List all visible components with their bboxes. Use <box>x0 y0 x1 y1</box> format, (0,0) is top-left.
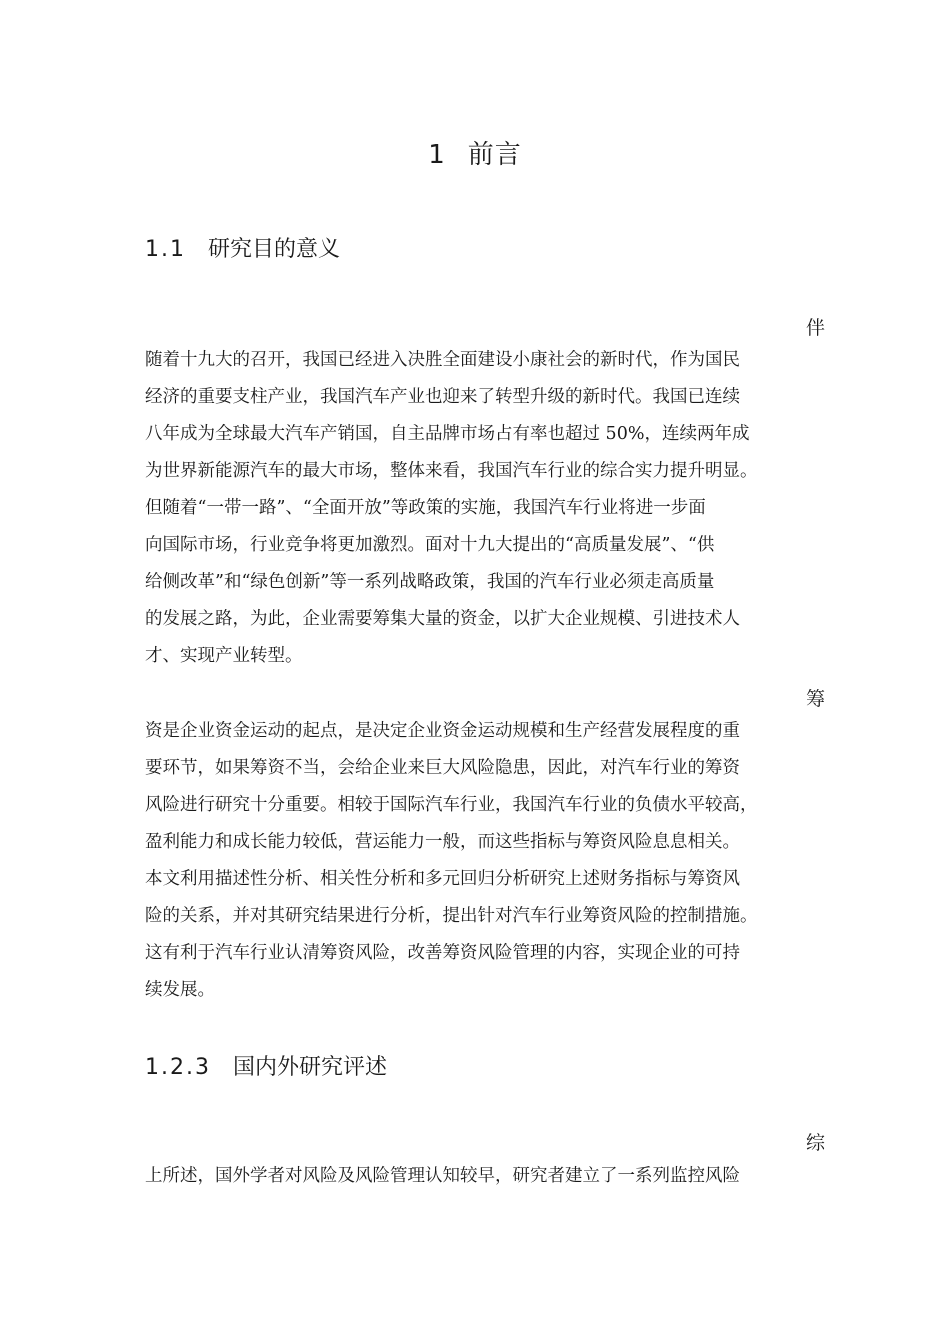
paragraph-line: 随着十九大的召开，我国已经进入决胜全面建设小康社会的新时代，作为国民 <box>145 350 740 370</box>
paragraph-line: 向国际市场，行业竞争将更加激烈。面对十九大提出的“高质量发展”、“供 <box>145 535 715 555</box>
paragraph-line: 为世界新能源汽车的最大市场，整体来看，我国汽车行业的综合实力提升明显。 <box>145 461 758 481</box>
paragraph-line: 这有利于汽车行业认清筹资风险，改善筹资风险管理的内容，实现企业的可持 <box>145 943 740 963</box>
paragraph-line: 才、实现产业转型。 <box>145 646 303 666</box>
paragraph-line: 给侧改革”和“绿色创新”等一系列战略政策，我国的汽车行业必须走高质量 <box>145 572 715 592</box>
paragraph-line: 风险进行研究十分重要。相较于国际汽车行业，我国汽车行业的负债水平较高， <box>145 795 758 815</box>
paragraph-line: 八年成为全球最大汽车产销国，自主品牌市场占有率也超过 50%，连续两年成 <box>145 424 750 444</box>
chapter-title-text: 前言 <box>467 140 522 170</box>
section-number: 1.2.3 <box>145 1055 211 1080</box>
paragraph-line: 盈利能力和成长能力较低，营运能力一般，而这些指标与筹资风险息息相关。 <box>145 832 740 852</box>
paragraph <box>145 713 815 1009</box>
paragraph-line: 本文利用描述性分析、相关性分析和多元回归分析研究上述财务指标与筹资风 <box>145 869 740 889</box>
section-number: 1.1 <box>145 237 186 262</box>
paragraph-line: 上所述，国外学者对风险及风险管理认知较早，研究者建立了一系列监控风险 <box>145 1166 740 1186</box>
paragraph-line: 续发展。 <box>145 980 215 1000</box>
paragraph-first-char: 筹 <box>806 688 826 710</box>
section-title: 研究目的意义 <box>208 237 341 262</box>
paragraph-line: 的发展之路，为此，企业需要筹集大量的资金，以扩大企业规模、引进技术人 <box>145 609 740 629</box>
paragraph-line: 资是企业资金运动的起点，是决定企业资金运动规模和生产经营发展程度的重 <box>145 721 740 741</box>
paragraph-line: 但随着“一带一路”、“全面开放”等政策的实施，我国汽车行业将进一步面 <box>145 498 706 518</box>
chapter-title <box>0 134 950 171</box>
paragraph-first-char: 综 <box>806 1132 826 1154</box>
paragraph-line: 要环节，如果筹资不当，会给企业来巨大风险隐患，因此，对汽车行业的筹资 <box>145 758 740 778</box>
paragraph-line: 经济的重要支柱产业，我国汽车产业也迎来了转型升级的新时代。我国已连续 <box>145 387 740 407</box>
paragraph <box>145 342 815 675</box>
paragraph-first-char: 伴 <box>806 317 826 339</box>
chapter-number: 1 <box>428 140 446 170</box>
paragraph <box>145 1158 815 1195</box>
section-heading <box>145 232 340 263</box>
paragraph-line: 险的关系，并对其研究结果进行分析，提出针对汽车行业筹资风险的控制措施。 <box>145 906 758 926</box>
section-heading <box>145 1050 387 1081</box>
section-title: 国内外研究评述 <box>232 1055 387 1080</box>
